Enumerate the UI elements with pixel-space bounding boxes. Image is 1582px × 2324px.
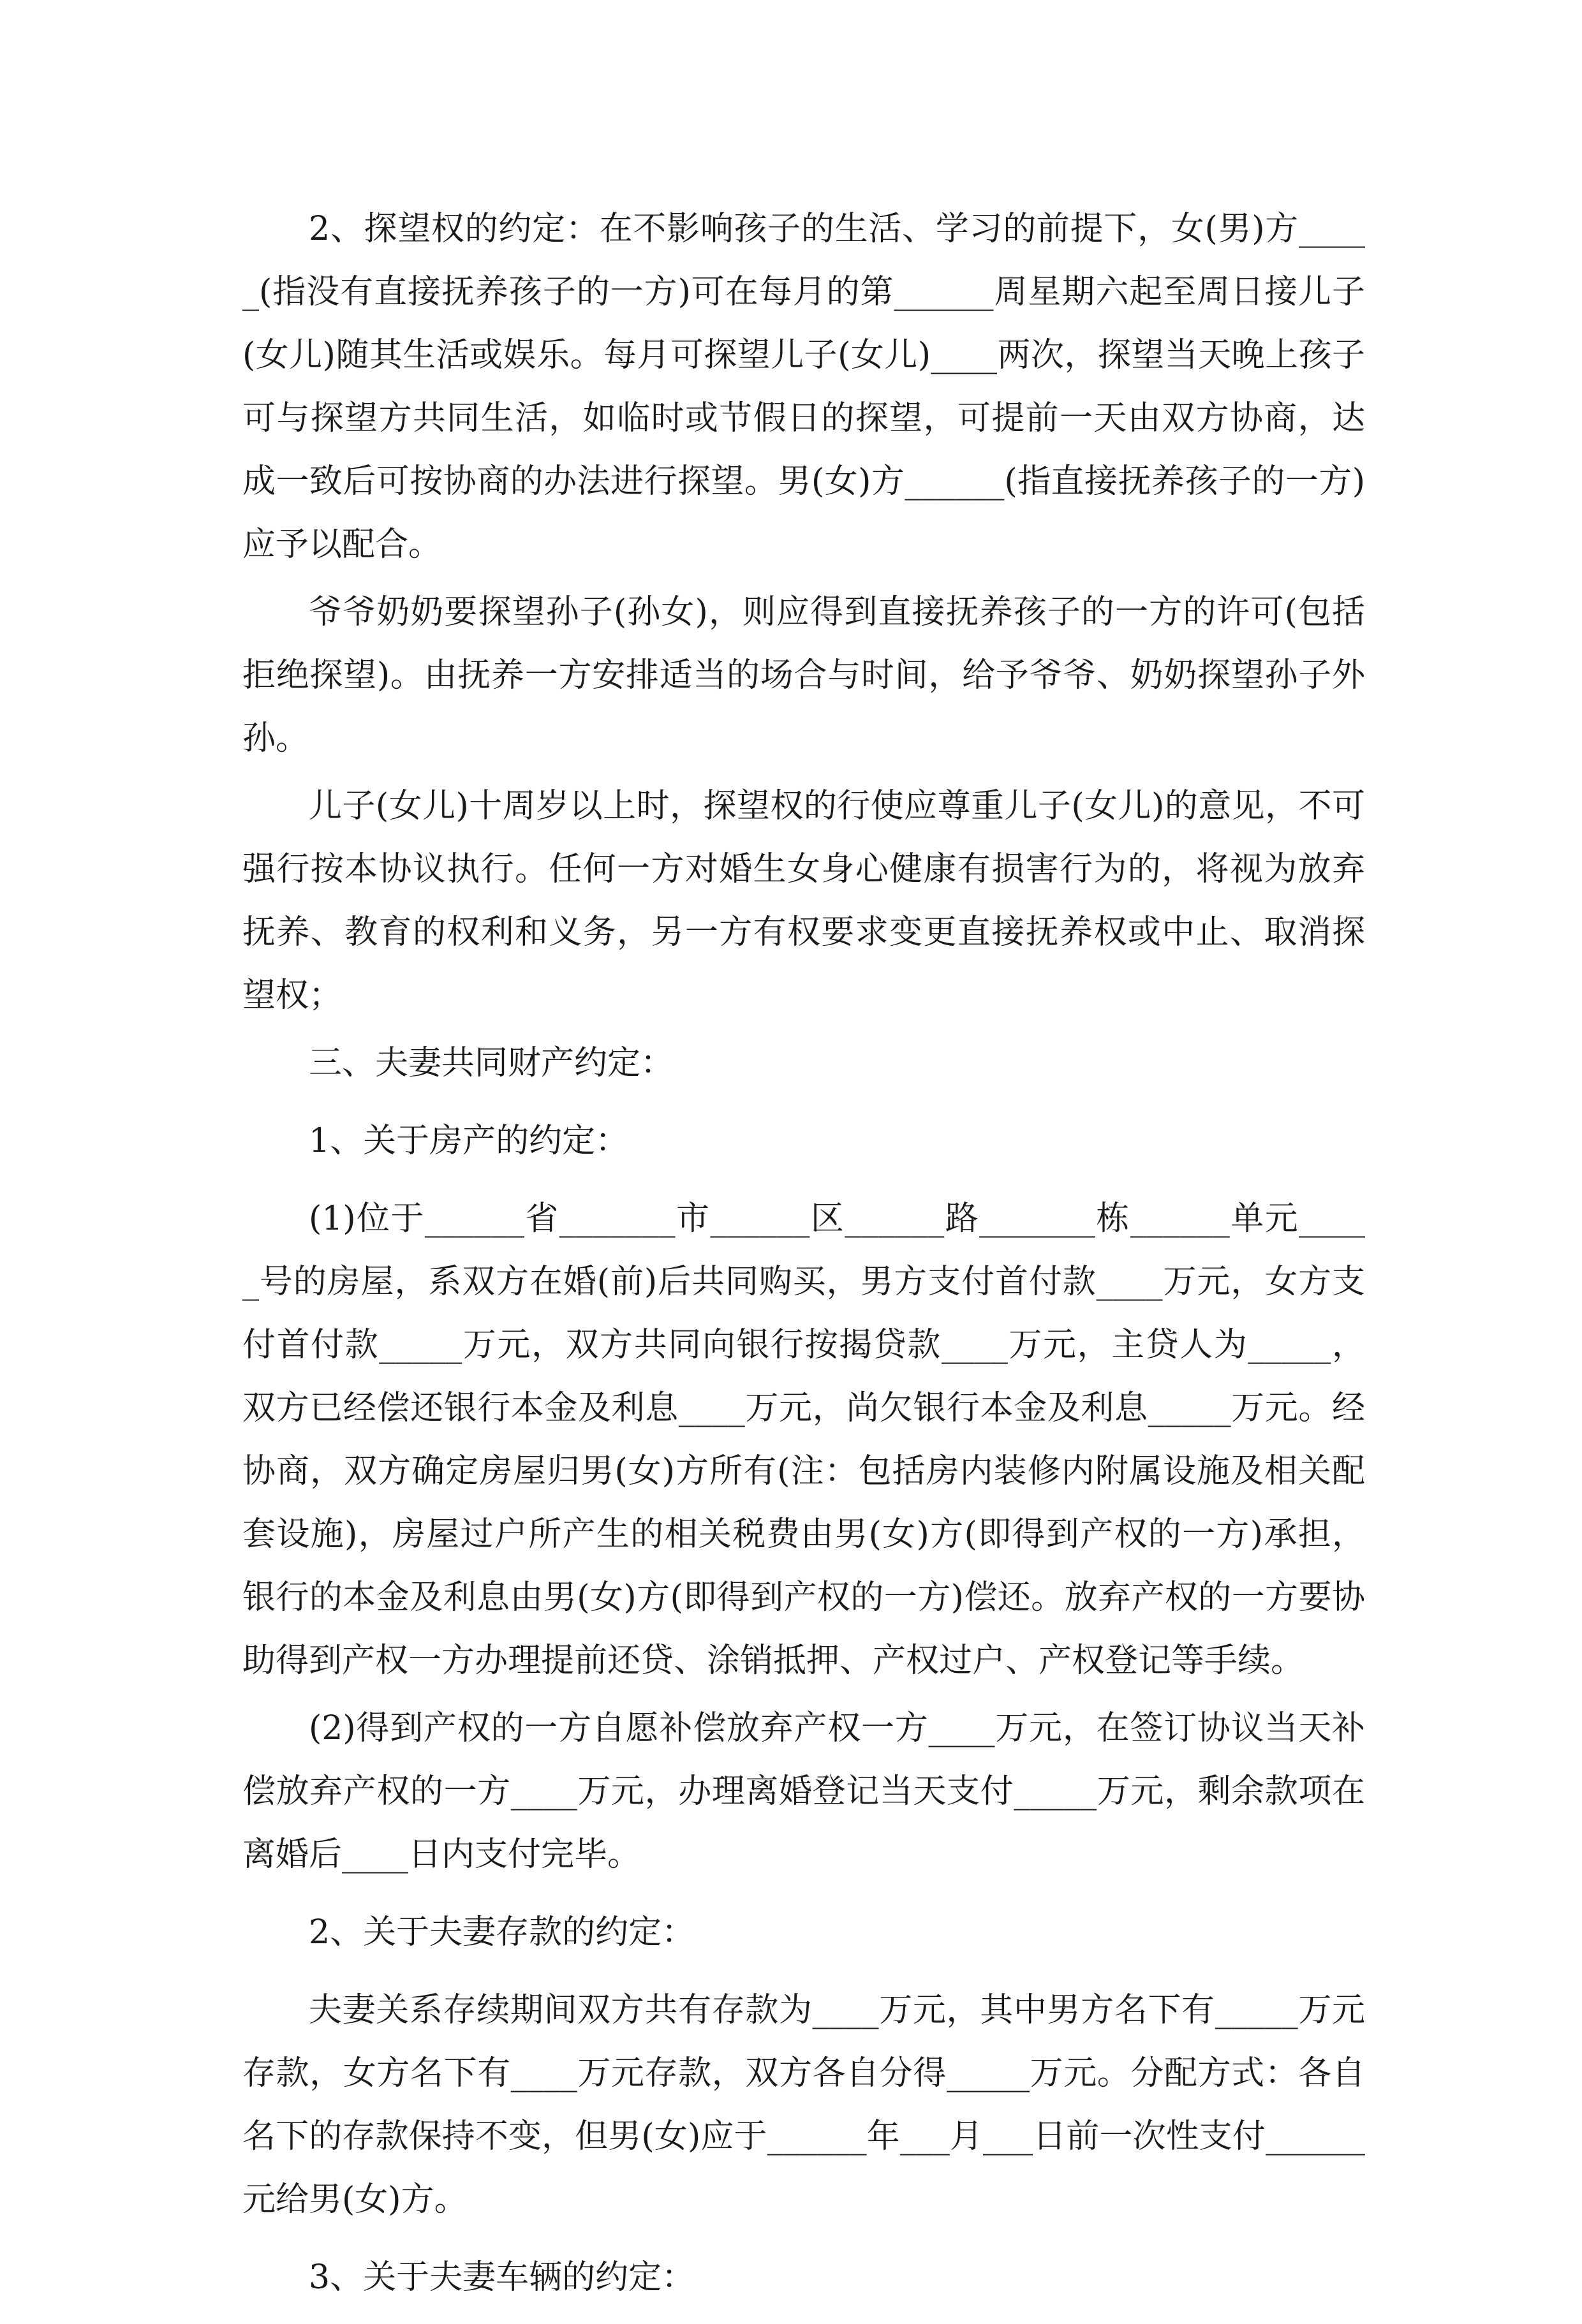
paragraph-visitation-rights: 2、探望权的约定：在不影响孩子的生活、学习的前提下，女(男)方_____(指没有直接抚养孩子的一方)可在每月的第______周星期六起至周日接儿子(女儿)随其生活或娱乐。每月可探望儿子(女儿)____两次，探望当天晚上孩子可与探望方共同生活，如临时或节假日的探望，可提前一天由双方协商，达成一致后可按协商的办法进行探望。男(女)方______(指直接抚养孩子的一方)应予以配合。	[242, 210, 1365, 564]
heading-vehicles: 3、关于夫妻车辆的约定：	[309, 2258, 695, 2297]
paragraph-child-opinion: 儿子(女儿)十周岁以上时，探望权的行使应尊重儿子(女儿)的意见，不可强行按本协议执行。任何一方对婚生女身心健康有损害行为的，将视为放弃抚养、教育的权利和义务，另一方有权要求变更直接抚养权或中止、取消探望权；	[242, 787, 1365, 1015]
heading-house-property: 1、关于房产的约定：	[309, 1122, 629, 1160]
heading-savings: 2、关于夫妻存款的约定：	[309, 1913, 695, 1952]
heading-joint-property: 三、夫妻共同财产约定：	[309, 1044, 674, 1082]
document-page	[242, 198, 1365, 2324]
paragraph-house-details: (1)位于______省_______市______区______路_______栋______单元_____号的房屋，系双方在婚(前)后共同购买，男方支付首付款____万元，女方支付首付款_____万元，双方共同向银行按揭贷款____万元，主贷人为_____，双方已经偿还银行本金及利息____万元，尚欠银行本金及利息_____万元。经协商，双方确定房屋归男(女)方所有(注：包括房内装修内附属设施及相关配套设施)，房屋过户所产生的相关税费由男(女)方(即得到产权的一方)承担，银行的本金及利息由男(女)方(即得到产权的一方)偿还。放弃产权的一方要协助得到产权一方办理提前还贷、涂销抵押、产权过户、产权登记等手续。	[242, 1200, 1365, 1680]
paragraph-savings-details: 夫妻关系存续期间双方共有存款为____万元，其中男方名下有_____万元存款，女方名下有____万元存款，双方各自分得_____万元。分配方式：各自名下的存款保持不变，但男(女)应于______年___月___日前一次性支付______元给男(女)方。	[242, 1991, 1365, 2219]
paragraph-house-compensation: (2)得到产权的一方自愿补偿放弃产权一方____万元，在签订协议当天补偿放弃产权的一方____万元，办理离婚登记当天支付_____万元，剩余款项在离婚后____日内支付完毕。	[242, 1709, 1365, 1874]
paragraph-grandparents-visitation: 爷爷奶奶要探望孙子(孙女)，则应得到直接抚养孩子的一方的许可(包括拒绝探望)。由抚养一方安排适当的场合与时间，给予爷爷、奶奶探望孙子外孙。	[242, 593, 1365, 758]
